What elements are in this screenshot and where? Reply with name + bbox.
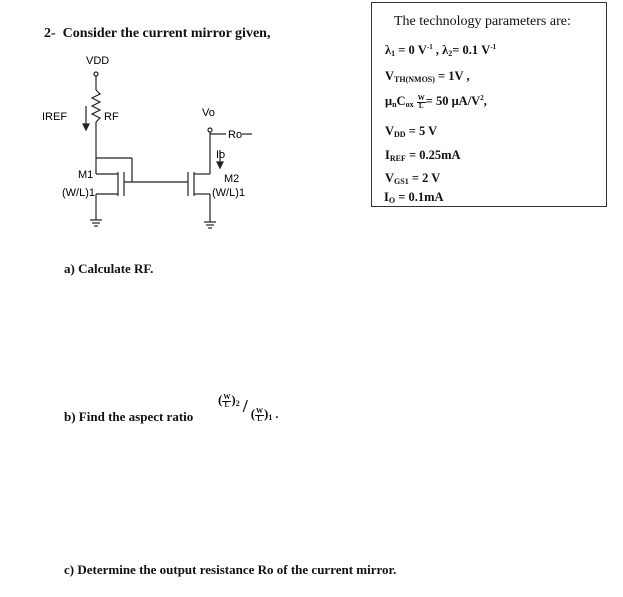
rf-resistor bbox=[92, 90, 100, 122]
current-mirror-schematic bbox=[40, 50, 280, 255]
m2-ratio: (W/L)1 bbox=[212, 187, 245, 199]
param-lambda: $\lambda_1 = 0$ $V^{-1}$ , $\lambda_2= 0.1$ $V^{-1}$ bbox=[385, 43, 497, 58]
param-vth: $V_{TH(NMOS)} = 1V$ , bbox=[385, 69, 470, 84]
vdd-label: VDD bbox=[86, 55, 110, 67]
question-title bbox=[44, 26, 270, 42]
m1-ratio: (W/L)1 bbox=[62, 187, 95, 199]
part-b-expression: ( $\frac{W}{L}$ )$_2$ / ( $\frac{W}{L}$ )$_1$ . bbox=[218, 392, 279, 423]
vdd-node bbox=[94, 72, 98, 76]
part-c: c) Determine the output resistance Ro of the current mirror. bbox=[64, 562, 397, 577]
question-text: Consider the current mirror given, bbox=[62, 26, 271, 41]
param-vdd: $V_{DD} = 5$ V bbox=[385, 124, 438, 139]
m1-label: M1 bbox=[78, 169, 94, 181]
parameters-box bbox=[371, 2, 607, 207]
m2-label: M2 bbox=[224, 173, 240, 185]
io-label: Io bbox=[216, 149, 226, 161]
parameters-heading: The technology parameters are: bbox=[394, 14, 571, 29]
io-arrow-icon bbox=[217, 162, 223, 168]
param-mucox: $\mu_nC_{ox}$ $\frac{W}{L}$ = 50 $\mu A/V^2$, bbox=[385, 93, 487, 110]
ro-label: Ro bbox=[228, 129, 243, 141]
param-vgs: $V_{GS1} = 2$ V bbox=[385, 171, 441, 186]
question-number: 2- bbox=[44, 26, 56, 41]
vo-node bbox=[208, 128, 212, 132]
param-io: $I_O = 0.1mA$ bbox=[384, 190, 444, 205]
iref-arrow-icon bbox=[83, 124, 89, 130]
rf-label: RF bbox=[104, 111, 119, 123]
part-b: b) Find the aspect ratio bbox=[64, 409, 194, 424]
param-iref: $I_{REF} = 0.25mA$ bbox=[385, 148, 461, 163]
vo-label: Vo bbox=[202, 107, 215, 119]
part-a: a) Calculate RF. bbox=[64, 261, 154, 276]
iref-label: IREF bbox=[42, 111, 68, 123]
